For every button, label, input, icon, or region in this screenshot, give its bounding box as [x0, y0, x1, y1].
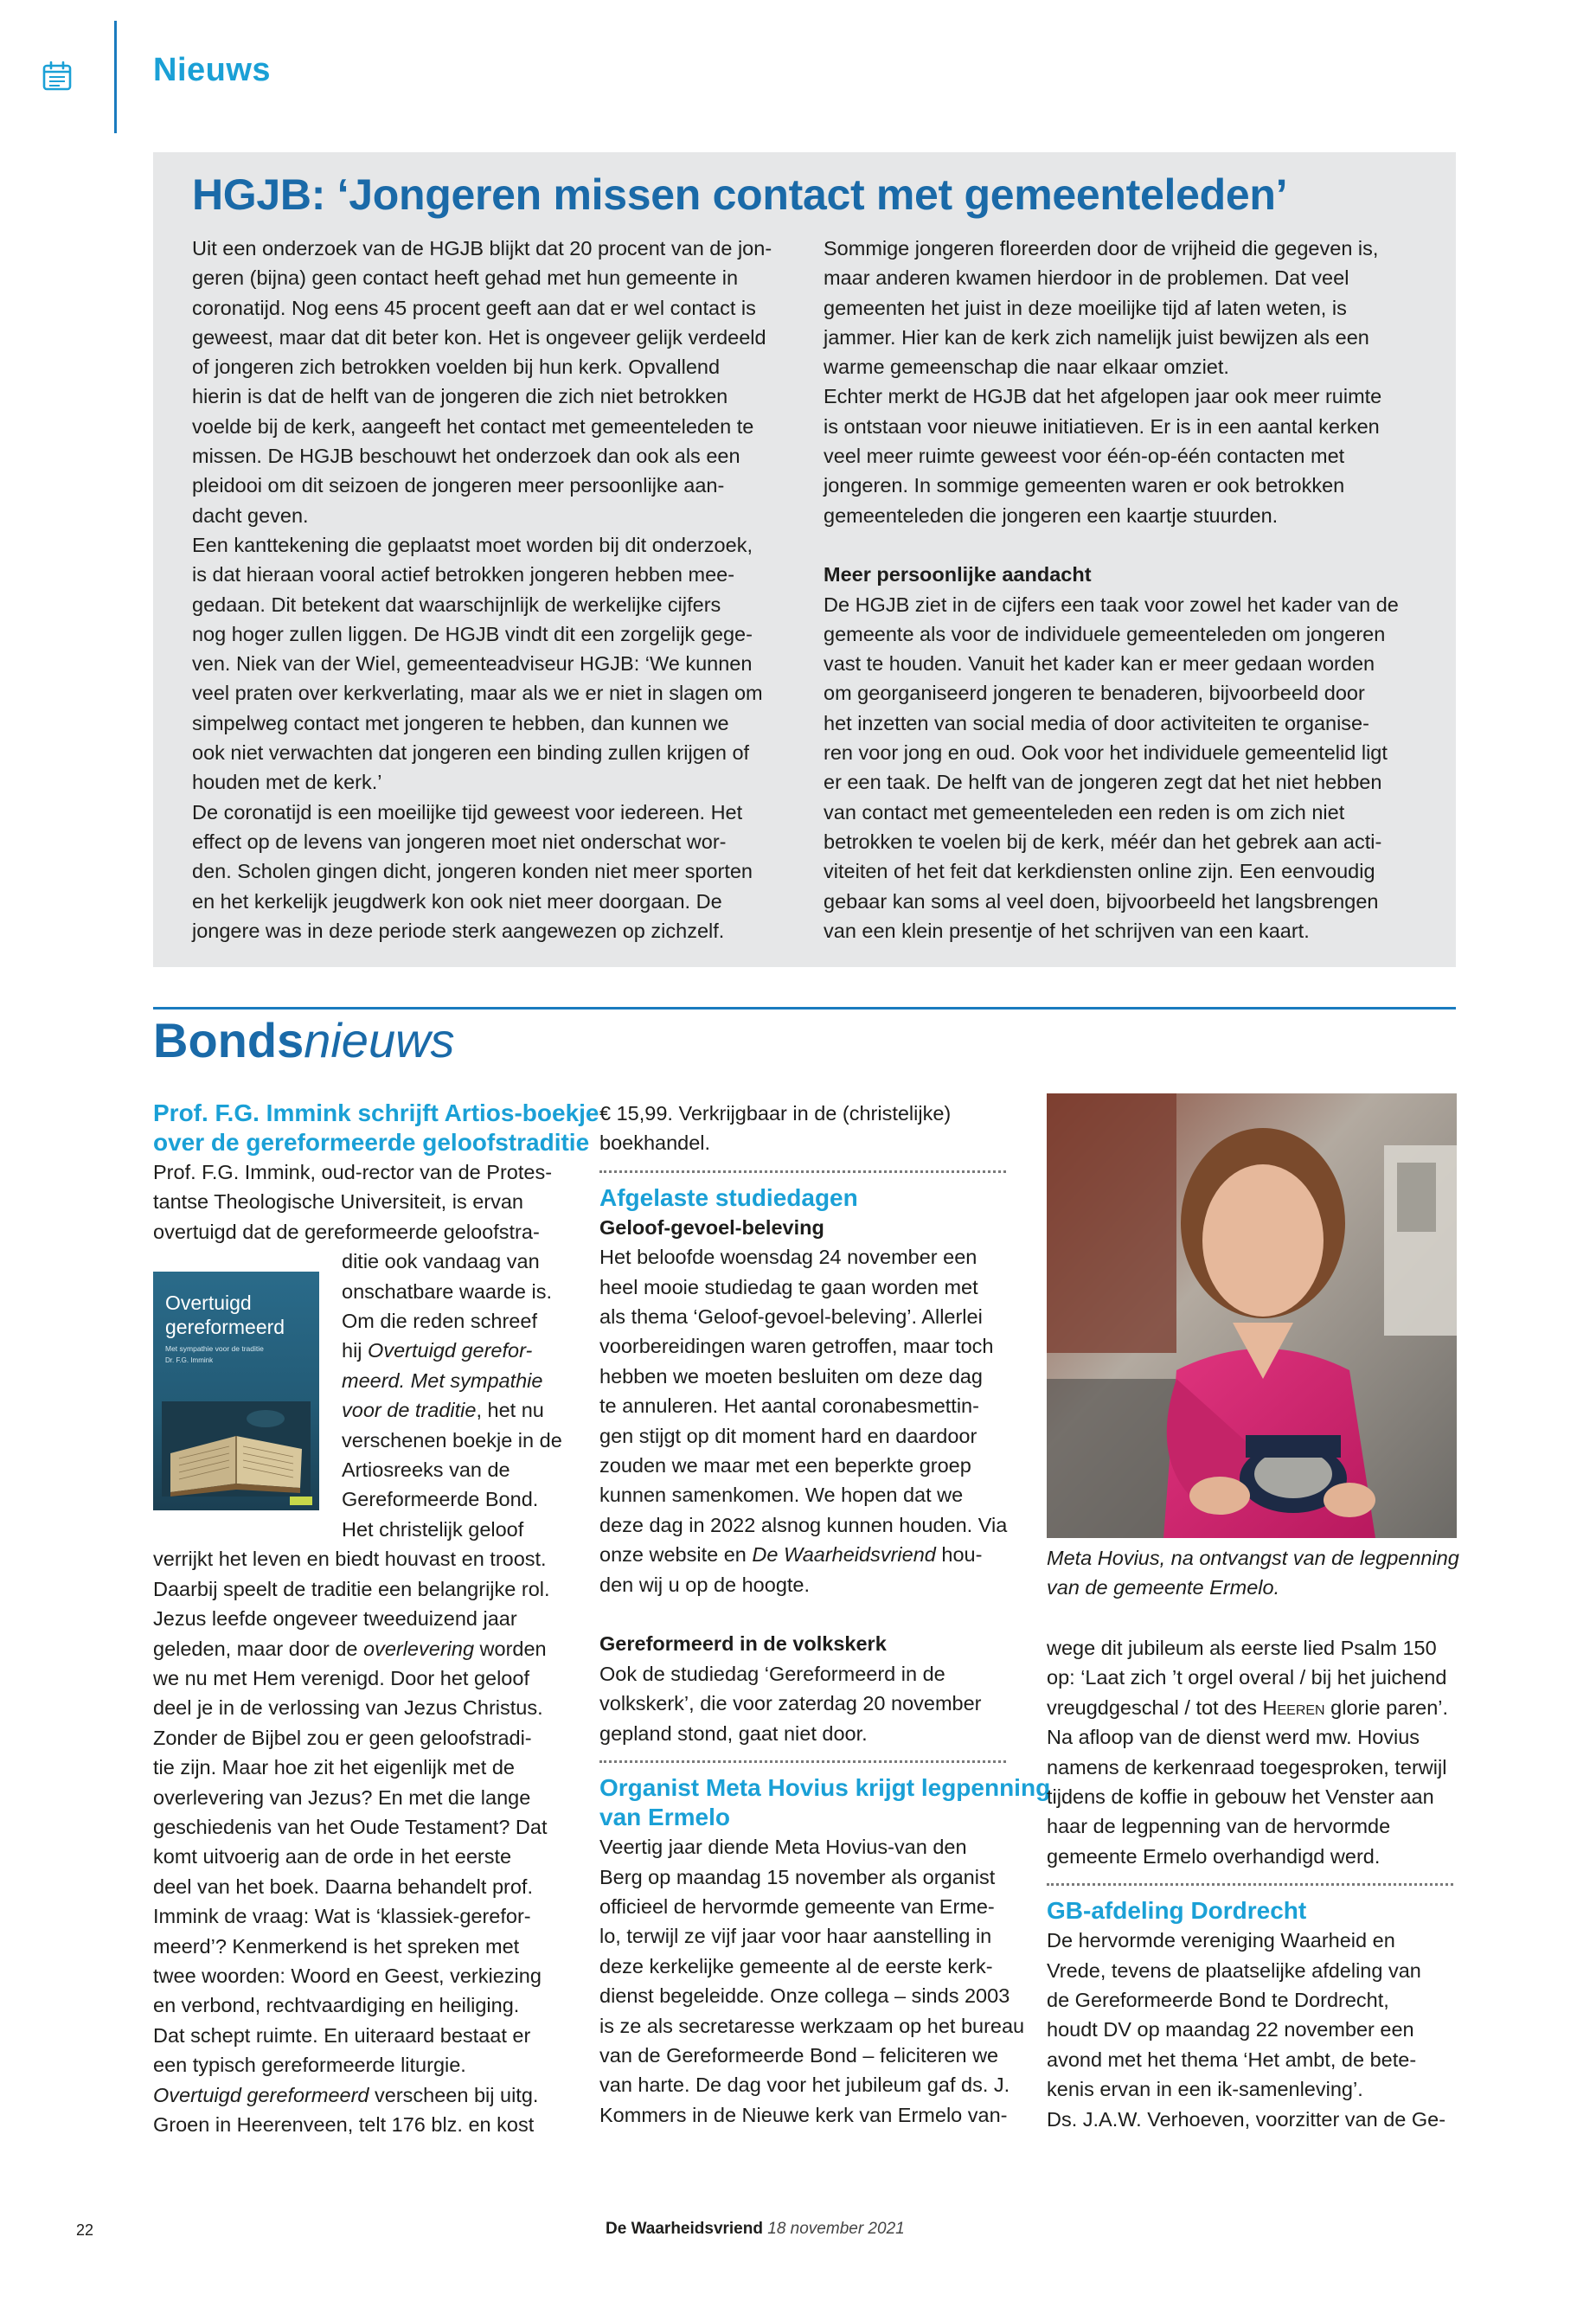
text-line: jongeren. In sommige gemeenten waren er ook betrokken	[824, 474, 1345, 497]
text-line: overlevering van Jezus? En met die lange	[153, 1785, 531, 1809]
text-line: Prof. F.G. Immink, oud-rector van de Protes-	[153, 1161, 553, 1183]
text-line: is ze als secretaresse werkzaam op het bureau	[599, 2014, 1025, 2037]
text-line: komt uitvoerig aan de orde in het eerste	[153, 1845, 512, 1868]
article-title: HGJB: ‘Jongeren missen contact met gemeenteleden’	[192, 170, 1288, 219]
news-heading: GB-afdeling Dordrecht	[1047, 1897, 1307, 1925]
text-line	[599, 1540, 1023, 1569]
text-line: dienst begeleidde. Onze collega – sinds 2003	[599, 1984, 1010, 2008]
text-line: Berg op maandag 15 november als organist	[599, 1865, 996, 1888]
text-line: gedaan. Dit betekent dat waarschijnlijk de werkelijke cijfers	[192, 593, 721, 616]
text-line: nog hoger zullen liggen. De HGJB vindt dit een zorgelijk gege-	[192, 622, 753, 645]
text-span: verscheen bij uitg.	[369, 2083, 539, 2106]
text-line: als thema ‘Geloof-gevoel-beleving’. Allerlei	[599, 1305, 983, 1329]
text-line: gebaar kan soms al veel doen, bijvoorbeeld het langsbrengen	[824, 889, 1379, 913]
dotted-divider	[1047, 1883, 1453, 1886]
header-divider	[114, 21, 117, 133]
text-line: ook niet verwachten dat jongeren een binding zullen krijgen of	[192, 741, 750, 765]
footer-publication	[606, 2220, 905, 2239]
text-span: vreugdgeschal / tot des	[1047, 1695, 1263, 1719]
text-line: verschenen boekje in de	[342, 1428, 562, 1452]
text-line: Het christelijk geloof	[342, 1517, 524, 1541]
dotted-divider	[599, 1170, 1006, 1173]
news-heading: Afgelaste studiedagen	[599, 1183, 858, 1211]
text-span: onze website en	[599, 1543, 753, 1567]
text-line	[153, 2080, 568, 2110]
magazine-name: De Waarheidsvriend	[606, 2220, 763, 2238]
text-line: gemeenten het juist in deze moeilijke tijd af laten weten, is	[824, 296, 1347, 319]
text-line: avond met het thema ‘Het ambt, de bete-	[1047, 2048, 1417, 2071]
text-line: hebben we moeten besluiten om deze dag	[599, 1364, 983, 1388]
text-line: een typisch gereformeerde liturgie.	[153, 2054, 466, 2077]
text-line: ven. Niek van der Wiel, gemeenteadviseur HGJB: ‘We kunnen	[192, 652, 753, 676]
text-line: warme gemeenschap die naar elkaar omziet.	[824, 356, 1229, 379]
text-line: we nu met Hem verenigd. Door het geloof	[153, 1666, 529, 1689]
text-span: hou-	[935, 1543, 983, 1567]
text-line: den. Scholen gingen dicht, jongeren konden niet meer sporten	[192, 860, 753, 883]
text-line: boekhandel.	[599, 1131, 711, 1155]
bonds-section-title	[153, 1012, 455, 1068]
book-cover-subtitle: Met sympathie voor de traditie	[165, 1344, 264, 1353]
text-span: hij	[342, 1339, 369, 1362]
text-line: op: ‘Laat zich ’t orgel overal / bij het juichend	[1047, 1666, 1447, 1689]
text-line: geweest, maar dat dit beter kon. Het is ongeveer gelijk verdeeld	[192, 325, 766, 349]
book-cover-image	[153, 1272, 319, 1510]
text-line: om georganiseerd jongeren te benaderen, bijvoorbeeld door	[824, 682, 1365, 705]
text-line: maar anderen kwamen hierdoor in de problemen. Dat veel	[824, 266, 1349, 290]
text-line: volkskerk’, die voor zaterdag 20 november	[599, 1692, 982, 1715]
text-line: onschatbare waarde is.	[342, 1279, 552, 1303]
text-line: houden met de kerk.’	[192, 771, 382, 794]
text-line: hierin is dat de helft van de jongeren die zich niet betrokken	[192, 385, 728, 408]
text-span: glorie paren’.	[1324, 1695, 1449, 1719]
text-line: Sommige jongeren floreerden door de vrijheid die gegeven is,	[824, 237, 1379, 260]
text-line: voorbereidingen waren getroffen, maar toch	[599, 1335, 994, 1358]
text-line: van harte. De dag voor het jubileum gaf ds. J.	[599, 2073, 1010, 2097]
text-line: verrijkt het leven en biedt houvast en troost.	[153, 1548, 547, 1571]
text-line: is ontstaan voor nieuwe initiatieven. Er is in een aantal kerken	[824, 414, 1380, 438]
text-line: pleidooi om dit seizoen de jongeren meer persoonlijke aan-	[192, 474, 725, 497]
publisher-logo	[290, 1497, 312, 1505]
text-line: Gereformeerde Bond.	[342, 1488, 539, 1511]
text-line: viteiten of het feit dat kerkdiensten online zijn. Een eenvoudig	[824, 860, 1375, 883]
text-line	[153, 1634, 568, 1663]
text-line: tijdens de koffie in gebouw het Venster aan	[1047, 1785, 1434, 1809]
text-line: Vrede, tevens de plaatselijke afdeling van	[1047, 1958, 1421, 1982]
text-line: simpelweg contact met jongeren te hebben, dan kunnen we	[192, 711, 729, 734]
text-line	[1047, 1693, 1462, 1722]
text-span: geleden, maar door de	[153, 1637, 363, 1660]
text-line: veel meer ruimte geweest voor één-op-één contacten met	[824, 445, 1345, 468]
text-line: jammer. Hier kan de kerk zich namelijk juist bewijzen als een	[824, 325, 1369, 349]
photo-caption	[1047, 1543, 1459, 1602]
text-line: deze kerkelijke gemeente al de eerste kerk-	[599, 1954, 993, 1977]
bonds-divider	[153, 1007, 1456, 1009]
text-line: veel praten over kerkverlating, maar als we er niet in slagen om	[192, 682, 763, 705]
text-line: geschiedenis van het Oude Testament? Dat	[153, 1815, 548, 1838]
text-line: is dat hieraan vooral actief betrokken jongeren hebben mee-	[192, 563, 735, 586]
text-line: deel van het boek. Daarna behandelt prof.	[153, 1875, 533, 1898]
article-subheading: Meer persoonlijke aandacht	[824, 563, 1092, 586]
text-line: tantse Theologische Universiteit, is ervan	[153, 1190, 524, 1214]
text-line: betrokken te voelen bij de kerk, méér dan het gebrek aan acti-	[824, 830, 1382, 853]
text-line: en verbond, rechtvaardiging en heiliging.	[153, 1994, 520, 2017]
text-line: namens de kerkenraad toegesproken, terwijl	[1047, 1755, 1447, 1779]
page-number: 22	[76, 2221, 94, 2239]
italic-span: overlevering	[363, 1637, 475, 1660]
text-span: worden	[474, 1637, 547, 1660]
text-line: wege dit jubileum als eerste lied Psalm 150	[1047, 1637, 1437, 1659]
text-line: of jongeren zich betrokken voelden bij hun kerk. Opvallend	[192, 356, 721, 379]
text-line: twee woorden: Woord en Geest, verkiezing	[153, 1964, 542, 1987]
news-subheading: Gereformeerd in de volkskerk	[599, 1632, 887, 1656]
book-cover-title-line: Overtuigd	[165, 1292, 252, 1314]
text-line: Een kanttekening die geplaatst moet worden bij dit onderzoek,	[192, 533, 753, 556]
book-cover-author: Dr. F.G. Immink	[165, 1356, 214, 1364]
text-line: De HGJB ziet in de cijfers een taak voor zowel het kader van de	[824, 593, 1399, 616]
text-line: van de Gereformeerde Bond – feliciteren we	[599, 2043, 999, 2067]
news-heading: Organist Meta Hovius krijgt legpenning	[599, 1774, 1051, 1802]
text-line: De coronatijd is een moeilijke tijd geweest voor iedereen. Het	[192, 800, 743, 824]
text-line: Ds. J.A.W. Verhoeven, voorzitter van de Ge-	[1047, 2107, 1446, 2131]
text-line: gepland stond, gaat niet door.	[599, 1721, 868, 1745]
issue-date: 18 november 2021	[767, 2220, 905, 2238]
text-span: , het nu	[476, 1399, 544, 1422]
caption-line: van de gemeente Ermelo.	[1047, 1576, 1280, 1599]
portrait-photo	[1047, 1093, 1457, 1538]
text-line: zouden we maar met een beperkte groep	[599, 1454, 971, 1477]
text-line: Echter merkt de HGJB dat het afgelopen jaar ook meer ruimte	[824, 385, 1382, 408]
news-column-1	[153, 1099, 599, 2139]
small-caps-span: Heeren	[1262, 1695, 1325, 1719]
text-line: geren (bijna) geen contact heeft gehad met hun gemeente in	[192, 266, 739, 290]
text-line: er een taak. De helft van de jongeren zegt dat het niet hebben	[824, 771, 1382, 794]
text-line: Uit een onderzoek van de HGJB blijkt dat 20 procent van de jon-	[192, 237, 772, 260]
italic-span: Overtuigd gereformeerd	[153, 2083, 369, 2106]
open-bible-illustration	[162, 1401, 311, 1497]
book-title-italic: meerd. Met sympathie	[342, 1368, 543, 1392]
text-line: Veertig jaar diende Meta Hovius-van den	[599, 1836, 967, 1859]
news-subheading: Geloof-gevoel-beleving	[599, 1215, 824, 1239]
text-line: gemeente als voor de individuele gemeenteleden om jongeren	[824, 622, 1386, 645]
text-line: en het kerkelijk jeugdwerk kon ook niet meer doorgaan. De	[192, 889, 722, 913]
text-line: kenis ervan in een ik-samenleving’.	[1047, 2078, 1363, 2101]
dotted-divider	[599, 1760, 1006, 1763]
text-line: gen stijgt op dit moment hard en daardoor	[599, 1424, 977, 1447]
text-line: houdt DV op maandag 22 november een	[1047, 2018, 1414, 2041]
text-line: Zonder de Bijbel zou er geen geloofstradi-	[153, 1726, 532, 1749]
text-line: voelde bij de kerk, aangeeft het contact met gemeenteleden te	[192, 414, 754, 438]
text-line: meerd’? Kenmerkend is het spreken met	[153, 1934, 520, 1958]
text-line: gemeente Ermelo overhandigd werd.	[1047, 1844, 1381, 1868]
text-line: effect op de levens van jongeren moet niet onderschat wor-	[192, 830, 727, 853]
text-line: Artiosreeks van de	[342, 1458, 510, 1482]
text-line: lo, terwijl ze vijf jaar voor haar aanstelling in	[599, 1925, 992, 1948]
text-line: heel mooie studiedag te gaan worden met	[599, 1275, 978, 1298]
text-line: Kommers in de Nieuwe kerk van Ermelo van-	[599, 2103, 1008, 2126]
text-line: ren voor jong en oud. Ook voor het individuele gemeentelid ligt	[824, 741, 1388, 765]
bonds-title-italic: nieuws	[304, 1013, 455, 1067]
text-line: haar de legpenning van de hervormde	[1047, 1815, 1391, 1838]
caption-line: Meta Hovius, na ontvangst van de legpenning	[1047, 1547, 1459, 1569]
text-line: Ook de studiedag ‘Gereformeerd in de	[599, 1662, 945, 1685]
article-left-column	[192, 234, 798, 945]
text-line: Om die reden schreef	[342, 1310, 537, 1333]
news-heading: over de gereformeerde geloofstraditie	[153, 1129, 590, 1156]
text-line: Immink de vraag: Wat is ‘klassiek-gerefor-	[153, 1905, 531, 1928]
text-line: Het beloofde woensdag 24 november een	[599, 1246, 977, 1269]
text-line: De hervormde vereniging Waarheid en	[1047, 1929, 1395, 1952]
text-line: deze dag in 2022 alsnog kunnen houden. Via	[599, 1513, 1008, 1536]
news-heading: van Ermelo	[599, 1804, 730, 1831]
text-line: Daarbij speelt de traditie een belangrijke rol.	[153, 1577, 550, 1600]
book-title-italic: Overtuigd gerefor-	[368, 1339, 533, 1362]
text-line: Jezus leefde ongeveer tweeduizend jaar	[153, 1607, 517, 1631]
text-line: ditie ook vandaag van	[342, 1250, 540, 1273]
text-line: te annuleren. Het aantal coronabesmettin-	[599, 1394, 979, 1418]
news-heading: Prof. F.G. Immink schrijft Artios-boekje	[153, 1099, 599, 1126]
text-line: € 15,99. Verkrijgbaar in de (christelijke)	[599, 1102, 952, 1125]
text-line: overtuigd dat de gereformeerde geloofstra-	[153, 1220, 540, 1243]
text-line: Dat schept ruimte. En uiteraard bestaat er	[153, 2023, 531, 2047]
text-line: coronatijd. Nog eens 45 procent geeft aan dat er wel contact is	[192, 296, 756, 319]
text-line: dacht geven.	[192, 503, 309, 527]
news-column-2	[599, 1099, 1051, 2130]
text-line: het inzetten van social media of door activiteiten te organise-	[824, 711, 1369, 734]
article-right-column	[824, 234, 1429, 945]
book-title-italic: voor de traditie	[342, 1399, 477, 1422]
text-line: de Gereformeerde Bond te Dordrecht,	[1047, 1989, 1389, 2012]
news-column-3	[1047, 1633, 1462, 2134]
text-line: deel je in de verlossing van Jezus Christus.	[153, 1696, 543, 1720]
text-line: officieel de hervormde gemeente van Erme-	[599, 1894, 995, 1918]
text-line: jongere was in deze periode sterk aangewezen op zichzelf.	[192, 919, 725, 942]
calendar-icon	[42, 61, 73, 92]
text-line: van contact met gemeenteleden een reden is om zich niet	[824, 800, 1345, 824]
text-line: tie zijn. Maar hoe zit het eigenlijk met de	[153, 1756, 515, 1779]
text-line: Na afloop van de dienst werd mw. Hovius	[1047, 1726, 1420, 1749]
text-line: missen. De HGJB beschouwt het onderzoek dan ook als een	[192, 445, 740, 468]
book-cover-title-line: gereformeerd	[165, 1316, 285, 1338]
text-line: gemeenteleden die jongeren een kaartje stuurden.	[824, 503, 1279, 527]
bonds-title-bold: Bonds	[153, 1013, 304, 1067]
section-title: Nieuws	[153, 52, 272, 88]
italic-span: De Waarheidsvriend	[752, 1543, 936, 1567]
book-cover-title	[165, 1291, 285, 1339]
text-line: kunnen samenkomen. We hopen dat we	[599, 1484, 964, 1507]
text-line: vast te houden. Vanuit het kader kan er meer gedaan worden	[824, 652, 1375, 676]
text-line: den wij u op de hoogte.	[599, 1573, 811, 1596]
text-line: Groen in Heerenveen, telt 176 blz. en kost	[153, 2113, 535, 2136]
text-line: van een klein presentje of het schrijven van een kaart.	[824, 919, 1310, 942]
